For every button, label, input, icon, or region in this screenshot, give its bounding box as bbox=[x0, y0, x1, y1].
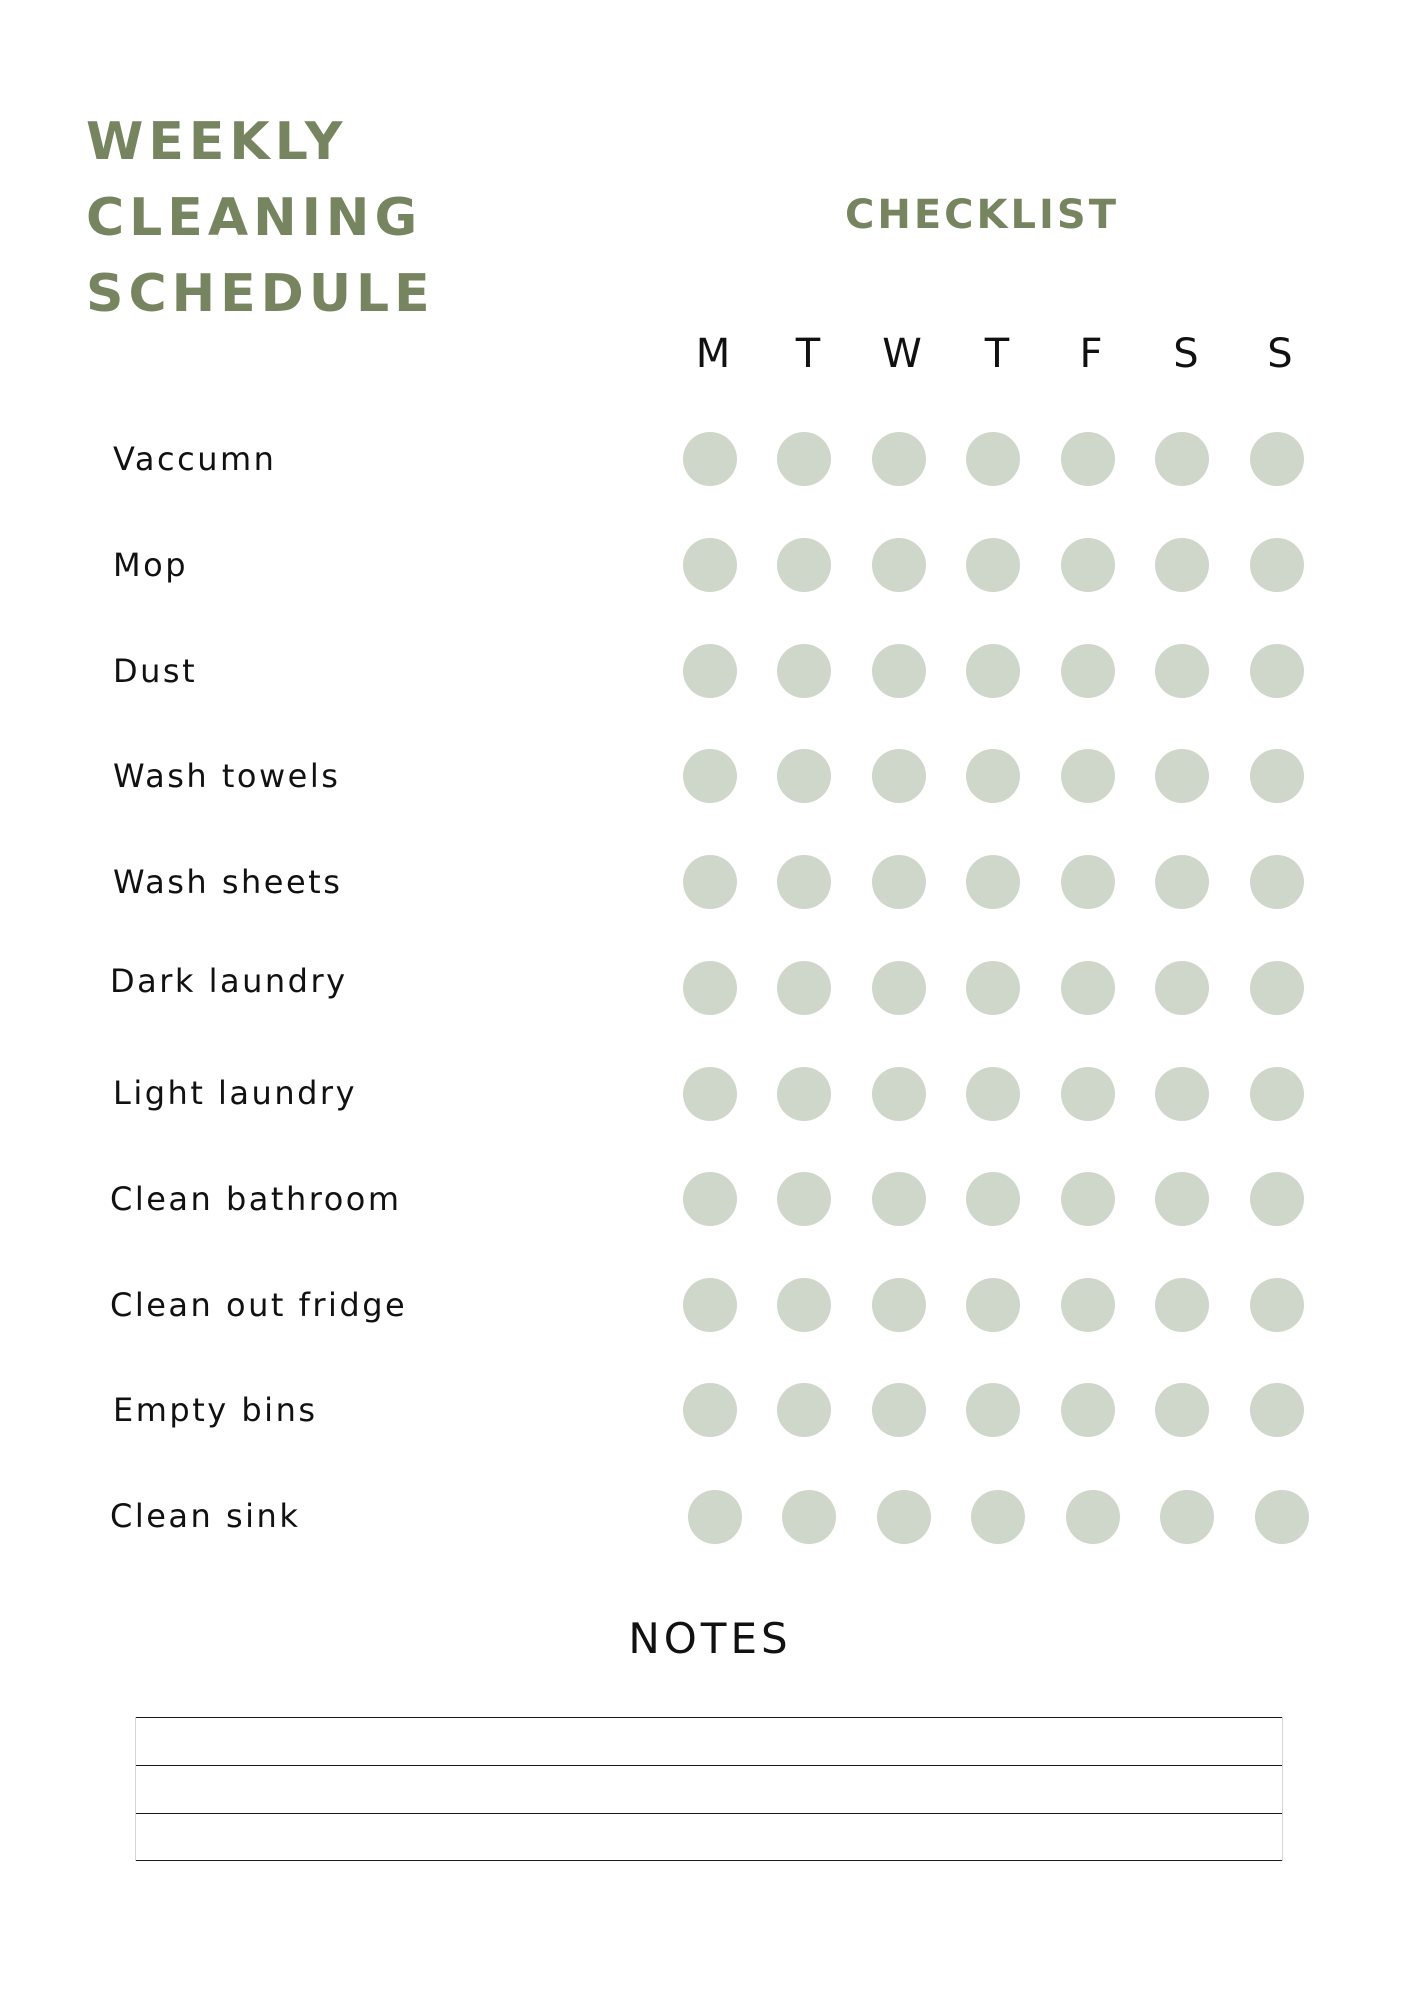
notes-area[interactable] bbox=[135, 1717, 1283, 1861]
checkbox-wash-sheets-saturday[interactable] bbox=[1155, 855, 1209, 909]
checkbox-wash-towels-friday[interactable] bbox=[1061, 749, 1115, 803]
checkbox-mop-thursday[interactable] bbox=[966, 538, 1020, 592]
checkbox-vaccumn-saturday[interactable] bbox=[1155, 432, 1209, 486]
note-line bbox=[136, 1860, 1282, 1861]
checkbox-clean-sink-monday[interactable] bbox=[688, 1490, 742, 1544]
checkbox-clean-bathroom-friday[interactable] bbox=[1061, 1172, 1115, 1226]
checkbox-wash-towels-thursday[interactable] bbox=[966, 749, 1020, 803]
checkbox-mop-friday[interactable] bbox=[1061, 538, 1115, 592]
note-line bbox=[136, 1717, 1282, 1718]
title-line-1: WEEKLY bbox=[86, 112, 348, 172]
checkbox-clean-bathroom-saturday[interactable] bbox=[1155, 1172, 1209, 1226]
checkbox-dark-laundry-monday[interactable] bbox=[683, 961, 737, 1015]
page-title bbox=[86, 104, 435, 332]
checkbox-empty-bins-wednesday[interactable] bbox=[872, 1383, 926, 1437]
checkbox-clean-out-fridge-wednesday[interactable] bbox=[872, 1278, 926, 1332]
checkbox-wash-sheets-monday[interactable] bbox=[683, 855, 737, 909]
checkbox-mop-monday[interactable] bbox=[683, 538, 737, 592]
task-label-clean-sink: Clean sink bbox=[110, 1497, 301, 1535]
checkbox-dark-laundry-tuesday[interactable] bbox=[777, 961, 831, 1015]
checkbox-dust-sunday[interactable] bbox=[1250, 644, 1304, 698]
checkbox-clean-sink-friday[interactable] bbox=[1066, 1490, 1120, 1544]
task-label-wash-sheets: Wash sheets bbox=[113, 863, 343, 901]
day-header-tuesday: T bbox=[795, 331, 821, 377]
checkbox-empty-bins-saturday[interactable] bbox=[1155, 1383, 1209, 1437]
checkbox-clean-sink-saturday[interactable] bbox=[1160, 1490, 1214, 1544]
checkbox-wash-sheets-wednesday[interactable] bbox=[872, 855, 926, 909]
checkbox-dark-laundry-saturday[interactable] bbox=[1155, 961, 1209, 1015]
task-label-wash-towels: Wash towels bbox=[113, 757, 341, 795]
day-header-saturday: S bbox=[1173, 331, 1199, 377]
notes-heading: NOTES bbox=[628, 1614, 792, 1663]
note-line bbox=[136, 1765, 1282, 1766]
checkbox-light-laundry-sunday[interactable] bbox=[1250, 1067, 1304, 1121]
checkbox-empty-bins-thursday[interactable] bbox=[966, 1383, 1020, 1437]
checkbox-dust-tuesday[interactable] bbox=[777, 644, 831, 698]
day-header-wednesday: W bbox=[882, 331, 922, 377]
checkbox-dark-laundry-sunday[interactable] bbox=[1250, 961, 1304, 1015]
day-header-sunday: S bbox=[1267, 331, 1293, 377]
checkbox-clean-out-fridge-saturday[interactable] bbox=[1155, 1278, 1209, 1332]
checkbox-dust-wednesday[interactable] bbox=[872, 644, 926, 698]
checkbox-dark-laundry-friday[interactable] bbox=[1061, 961, 1115, 1015]
checkbox-vaccumn-tuesday[interactable] bbox=[777, 432, 831, 486]
task-label-vaccumn: Vaccumn bbox=[113, 440, 277, 478]
checkbox-wash-sheets-tuesday[interactable] bbox=[777, 855, 831, 909]
checkbox-dust-monday[interactable] bbox=[683, 644, 737, 698]
checkbox-clean-bathroom-tuesday[interactable] bbox=[777, 1172, 831, 1226]
checkbox-empty-bins-friday[interactable] bbox=[1061, 1383, 1115, 1437]
checkbox-dust-saturday[interactable] bbox=[1155, 644, 1209, 698]
checkbox-clean-bathroom-monday[interactable] bbox=[683, 1172, 737, 1226]
day-header-friday: F bbox=[1079, 331, 1103, 377]
checkbox-clean-out-fridge-thursday[interactable] bbox=[966, 1278, 1020, 1332]
checkbox-clean-out-fridge-sunday[interactable] bbox=[1250, 1278, 1304, 1332]
task-label-dark-laundry: Dark laundry bbox=[110, 962, 348, 1000]
task-label-mop: Mop bbox=[113, 546, 188, 584]
checkbox-wash-sheets-friday[interactable] bbox=[1061, 855, 1115, 909]
checkbox-mop-wednesday[interactable] bbox=[872, 538, 926, 592]
day-header-thursday: T bbox=[984, 331, 1010, 377]
checkbox-clean-out-fridge-friday[interactable] bbox=[1061, 1278, 1115, 1332]
checkbox-dust-thursday[interactable] bbox=[966, 644, 1020, 698]
checkbox-wash-towels-saturday[interactable] bbox=[1155, 749, 1209, 803]
checkbox-light-laundry-monday[interactable] bbox=[683, 1067, 737, 1121]
checkbox-wash-towels-wednesday[interactable] bbox=[872, 749, 926, 803]
checkbox-wash-towels-monday[interactable] bbox=[683, 749, 737, 803]
checkbox-mop-tuesday[interactable] bbox=[777, 538, 831, 592]
checkbox-wash-sheets-thursday[interactable] bbox=[966, 855, 1020, 909]
checkbox-dark-laundry-thursday[interactable] bbox=[966, 961, 1020, 1015]
checkbox-empty-bins-monday[interactable] bbox=[683, 1383, 737, 1437]
checkbox-wash-towels-sunday[interactable] bbox=[1250, 749, 1304, 803]
checkbox-light-laundry-tuesday[interactable] bbox=[777, 1067, 831, 1121]
title-line-3: SCHEDULE bbox=[86, 264, 435, 324]
checkbox-clean-sink-sunday[interactable] bbox=[1255, 1490, 1309, 1544]
checkbox-mop-saturday[interactable] bbox=[1155, 538, 1209, 592]
checkbox-empty-bins-sunday[interactable] bbox=[1250, 1383, 1304, 1437]
task-label-clean-out-fridge: Clean out fridge bbox=[110, 1286, 408, 1324]
checkbox-dark-laundry-wednesday[interactable] bbox=[872, 961, 926, 1015]
task-label-light-laundry: Light laundry bbox=[113, 1074, 357, 1112]
checkbox-light-laundry-thursday[interactable] bbox=[966, 1067, 1020, 1121]
checkbox-light-laundry-friday[interactable] bbox=[1061, 1067, 1115, 1121]
checkbox-clean-sink-thursday[interactable] bbox=[971, 1490, 1025, 1544]
task-label-empty-bins: Empty bins bbox=[113, 1391, 318, 1429]
task-label-dust: Dust bbox=[113, 652, 198, 690]
checkbox-vaccumn-monday[interactable] bbox=[683, 432, 737, 486]
note-line bbox=[136, 1813, 1282, 1814]
checkbox-light-laundry-saturday[interactable] bbox=[1155, 1067, 1209, 1121]
day-header-monday: M bbox=[695, 331, 731, 377]
checklist-heading: CHECKLIST bbox=[845, 192, 1119, 238]
checkbox-clean-out-fridge-tuesday[interactable] bbox=[777, 1278, 831, 1332]
checkbox-vaccumn-wednesday[interactable] bbox=[872, 432, 926, 486]
checkbox-wash-towels-tuesday[interactable] bbox=[777, 749, 831, 803]
task-label-clean-bathroom: Clean bathroom bbox=[110, 1180, 402, 1218]
checkbox-mop-sunday[interactable] bbox=[1250, 538, 1304, 592]
checkbox-clean-bathroom-thursday[interactable] bbox=[966, 1172, 1020, 1226]
title-line-2: CLEANING bbox=[86, 188, 423, 248]
checkbox-dust-friday[interactable] bbox=[1061, 644, 1115, 698]
checkbox-vaccumn-sunday[interactable] bbox=[1250, 432, 1304, 486]
checkbox-clean-sink-wednesday[interactable] bbox=[877, 1490, 931, 1544]
checkbox-wash-sheets-sunday[interactable] bbox=[1250, 855, 1304, 909]
checkbox-light-laundry-wednesday[interactable] bbox=[872, 1067, 926, 1121]
checkbox-clean-bathroom-sunday[interactable] bbox=[1250, 1172, 1304, 1226]
checkbox-clean-bathroom-wednesday[interactable] bbox=[872, 1172, 926, 1226]
checkbox-empty-bins-tuesday[interactable] bbox=[777, 1383, 831, 1437]
checkbox-vaccumn-friday[interactable] bbox=[1061, 432, 1115, 486]
checkbox-clean-sink-tuesday[interactable] bbox=[782, 1490, 836, 1544]
checkbox-vaccumn-thursday[interactable] bbox=[966, 432, 1020, 486]
checkbox-clean-out-fridge-monday[interactable] bbox=[683, 1278, 737, 1332]
